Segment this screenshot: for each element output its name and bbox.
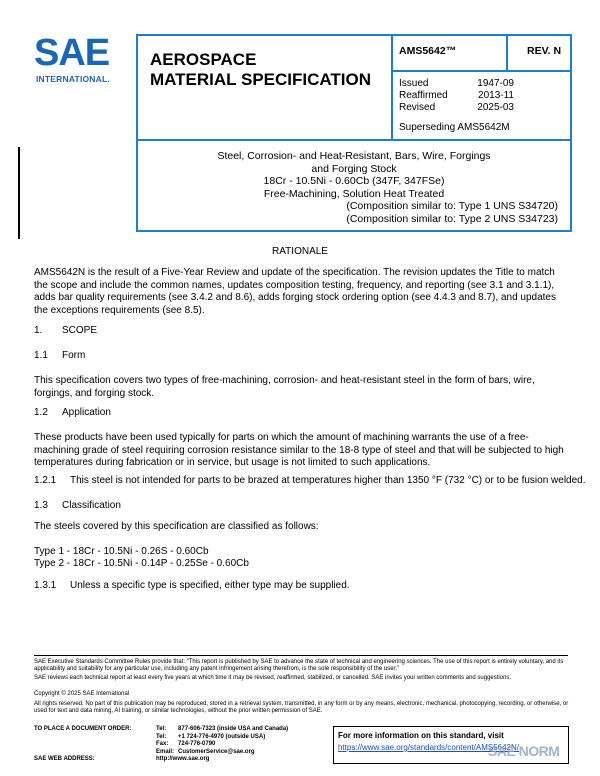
sae-logo-mark: SAE xyxy=(34,32,110,74)
date-row: Revised 2025-03 xyxy=(399,102,514,113)
composition-line: (Composition similar to: Type 1 UNS S34720) xyxy=(346,200,558,212)
sae-logo-subtitle: INTERNATIONAL. xyxy=(36,74,110,84)
type-line: Type 2 - 18Cr - 10.5Ni - 0.14P - 0.25Se - 0.60Cb xyxy=(34,558,249,569)
more-info-heading: For more information on this standard, visit xyxy=(338,731,504,740)
standard-link[interactable]: https://www.sae.org/standards/content/AMS5642N/ xyxy=(338,743,519,752)
date-row: Issued 1947-09 xyxy=(399,78,514,89)
section-heading: 1. SCOPE xyxy=(34,325,98,336)
revision-label: REV. N xyxy=(527,45,562,57)
title-line-2: MATERIAL SPECIFICATION xyxy=(150,70,371,89)
type-line: Type 1 - 18Cr - 10.5Ni - 0.26S - 0.60Cb xyxy=(34,546,209,557)
footer-rules-text: SAE Executive Standards Committee Rules provide that: “This report is published by SAE to advance the state of technical and engineering sciences. The use of this report is entirely voluntary, and its applicability and suitability for any particular use, including any patent infringement arising therefrom, is the sole responsibility of the user.” xyxy=(34,659,564,673)
spec-number: AMS5642™ xyxy=(399,45,457,57)
web-link[interactable]: http://www.sae.org xyxy=(156,756,210,762)
title-line-1: AEROSPACE xyxy=(150,50,257,69)
date-list xyxy=(399,78,514,114)
order-contact-table: TO PLACE A DOCUMENT ORDER: Tel: 877-606-7323 (inside USA and Canada) Tel: +1 724-776-4970 (outside USA) Fax: 724-776-0790 Email: CustomerService@sae.org SAE WEB ADDRESS: http://www.sae.org xyxy=(34,726,292,764)
header-divider xyxy=(391,70,572,72)
email-link[interactable]: CustomerService@sae.org xyxy=(178,748,255,755)
section-heading: 1.1 Form xyxy=(34,350,86,361)
rationale-paragraph: AMS5642N is the result of a Five-Year Review and update of the specification. The revision updates the Title to match the scope and include the common names, updates composition testing, frequency, and reporting (see 3.1 and 3.1.1), adds bar quality requirements (see 3.4.2 and 8.6), adds forging stock ordering option (see 4.4.3 and 8.7), and updates the exceptions requirements (see 8.5). xyxy=(34,267,556,316)
section-paragraph: The steels covered by this specification are classified as follows: xyxy=(34,521,319,532)
document-subject xyxy=(140,150,568,225)
rationale-heading: RATIONALE xyxy=(272,246,328,257)
footer-rule xyxy=(34,655,568,656)
subject-line: Steel, Corrosion- and Heat-Resistant, Bars, Wire, Forgings xyxy=(217,150,491,162)
footer-review-text: SAE reviews each technical report at least every five years at which time it may be revised, reaffirmed, stabilized, or cancelled. SAE invites your written comments and suggestions. xyxy=(34,675,512,681)
section-item: 1.2.1 This steel is not intended for parts to be brazed at temperatures higher than 1350 °F (732 °C) or to be fusion welded. xyxy=(34,475,586,486)
composition-line: (Composition similar to: Type 2 UNS S34723) xyxy=(346,212,558,225)
sae-logo xyxy=(34,34,124,86)
document-title xyxy=(150,50,371,90)
section-heading: 1.3 Classification xyxy=(34,500,121,511)
change-bar xyxy=(18,147,20,239)
footer-copyright: Copyright © 2025 SAE International xyxy=(34,691,130,697)
header-divider xyxy=(506,34,508,71)
subject-line: Free-Machining, Solution Heat Treated xyxy=(263,187,445,200)
subject-line: 18Cr - 10.5Ni - 0.60Cb (347F, 347FSe) xyxy=(263,175,445,187)
footer-rights-text: All rights reserved. No part of this publication may be reproduced, stored in a retrieval system, transmitted, in any form or by any means, electronic, mechanical, photocopying, recording, or otherwise, or used for text and data mining, AI training, or similar technologies, without the prior written permission of SAE. xyxy=(34,701,569,715)
section-paragraph: These products have been used typically for parts on which the amount of machining warrants the use of a free-machining grade of steel requiring corrosion resistance similar to the 18-8 type of steel and that will be subjected to high temperatures during fabrication or in service, but usage is not limited to such applications. xyxy=(34,432,564,468)
watermark-logo: SAE NORM xyxy=(488,743,560,759)
section-heading: 1.2 Application xyxy=(34,407,111,418)
header-divider xyxy=(136,139,572,141)
superseding-label: Superseding AMS5642M xyxy=(399,122,510,133)
section-item: 1.3.1 Unless a specific type is specified, either type may be supplied. xyxy=(34,580,350,591)
subject-line: and Forging Stock xyxy=(311,162,397,175)
date-row: Reaffirmed 2013-11 xyxy=(399,90,514,101)
header-divider xyxy=(391,34,393,140)
section-paragraph: This specification covers two types of free-machining, corrosion- and heat-resistant steel in the form of bars, wire, forgings, and forging stock. xyxy=(34,375,535,399)
